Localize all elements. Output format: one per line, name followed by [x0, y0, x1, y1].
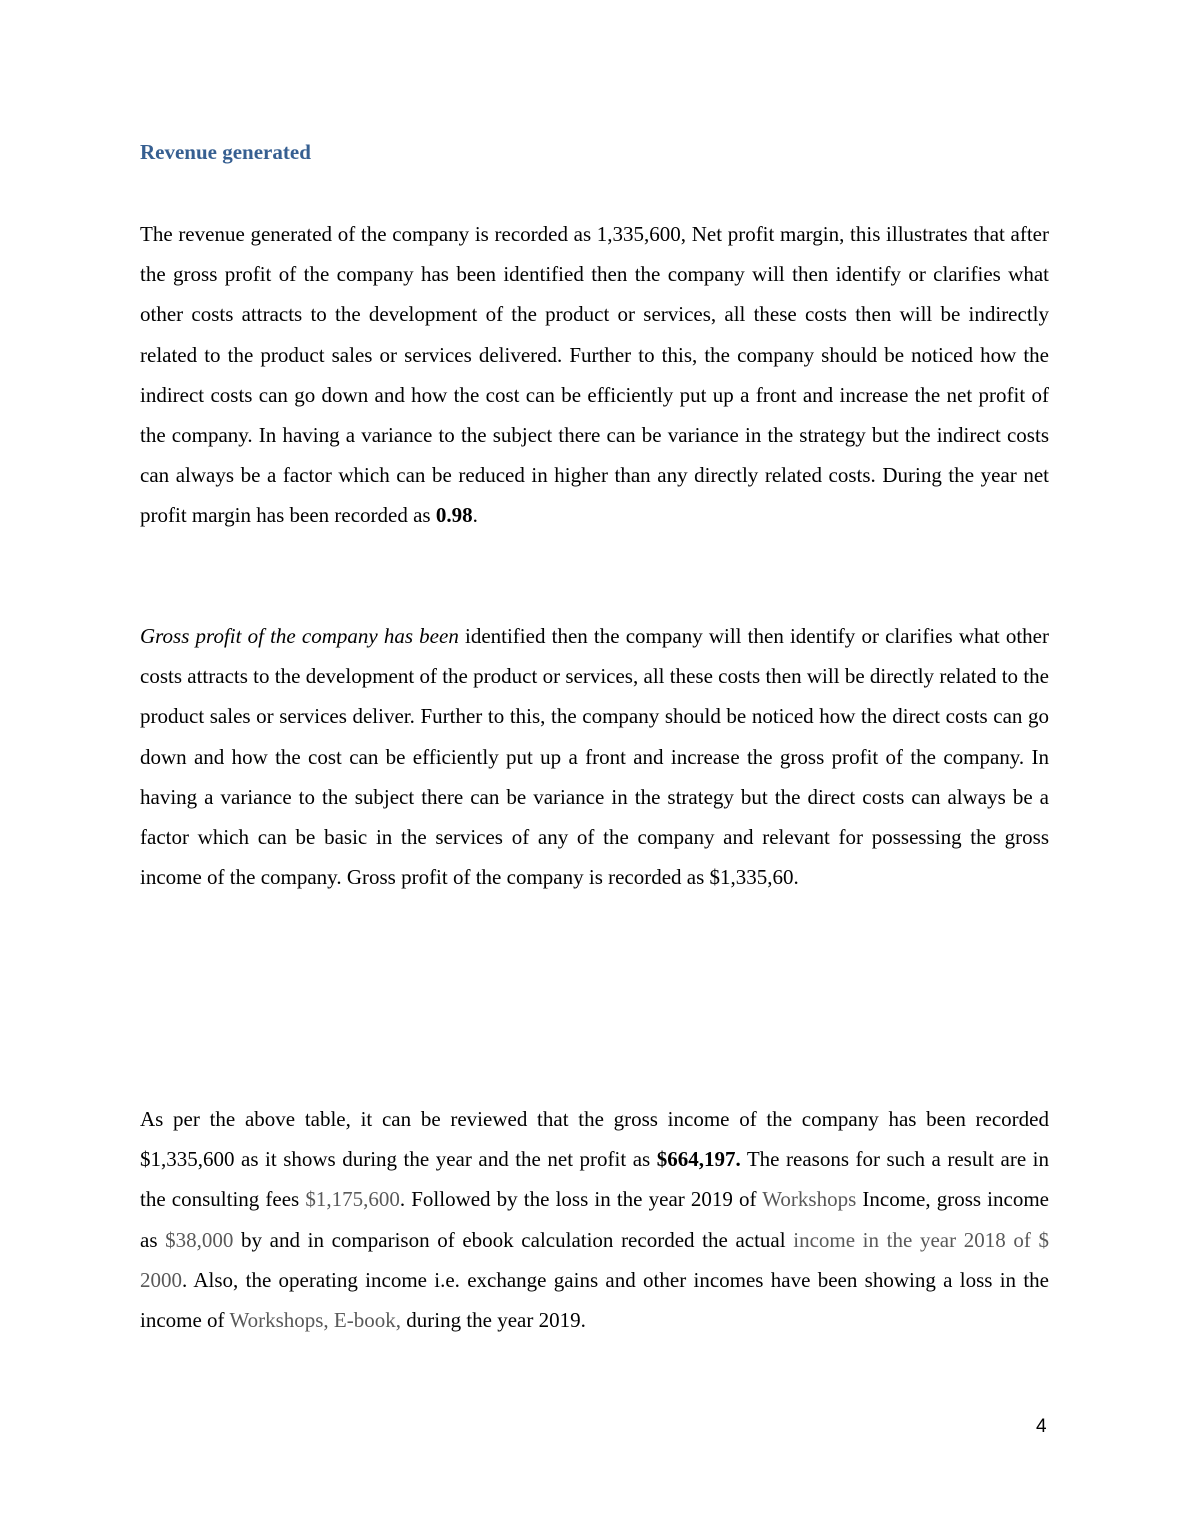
- net-profit-value: $664,197.: [656, 1147, 741, 1172]
- income-2018-text: income in the year 2018 of $ 2000: [140, 1227, 1049, 1292]
- page-number: 4: [1036, 1416, 1047, 1437]
- text: by and in comparison of ebook calculation recorded the actual: [233, 1227, 794, 1252]
- paragraph-revenue: [140, 214, 1049, 536]
- text: . Also, the operating income i.e. exchange gains and other incomes have been showing a loss in the income of: [140, 1267, 1049, 1333]
- paragraph-gross-profit: [140, 616, 1049, 897]
- section-heading: Revenue generated: [140, 140, 311, 164]
- workshops-ebook-text: Workshops, E-book,: [229, 1308, 401, 1333]
- net-profit-margin-value: 0.98: [435, 503, 473, 528]
- paragraph-table-review: [140, 1099, 1049, 1340]
- text: The reasons for such a result are in the consulting fees: [140, 1147, 1049, 1212]
- text: As per the above table, it can be reviewed that the gross income of the company has been recorded $1,335,600 as it shows during the year and the net profit as: [140, 1107, 1049, 1172]
- text: identified then the company will then identify or clarifies what other costs attracts to the development of the product or services, all these costs then will be directly related to the product sales or services deliver. Further to this, the company should be noticed how the direct costs can go down and how the cost can be efficiently put up a front and increase the gross profit of the company. In having a variance to the subject there can be variance in the strategy but the direct costs can always be a factor which can be basic in the services of any of the company and relevant for possessing the gross income of the company. Gross profit of the company is recorded as $1,335,60.: [140, 624, 1049, 890]
- text: . Followed by the loss in the year 2019 of: [399, 1187, 763, 1212]
- workshops-text: Workshops: [762, 1187, 857, 1212]
- consulting-fees-value: $1,175,600: [305, 1187, 400, 1212]
- text: during the year 2019.: [401, 1308, 586, 1333]
- text: .: [472, 503, 478, 528]
- text: The revenue generated of the company is recorded as 1,335,600, Net profit margin, this illustrates that after the gross profit of the company has been identified then the company will then identify or clarifies what other costs attracts to the development of the product or services, all these costs then will be indirectly related to the product sales or services delivered. Further to this, the company should be noticed how the indirect costs can go down and how the cost can be efficiently put up a front and increase the net profit of the company. In having a variance to the subject there can be variance in the strategy but the indirect costs can always be a factor which can be reduced in higher than any directly related costs. During the year net profit margin has been recorded as: [140, 222, 1049, 528]
- text: Income, gross income as: [140, 1187, 1049, 1252]
- gross-income-value: $38,000: [165, 1227, 234, 1252]
- italic-text: Gross profit of the company has been: [140, 624, 459, 648]
